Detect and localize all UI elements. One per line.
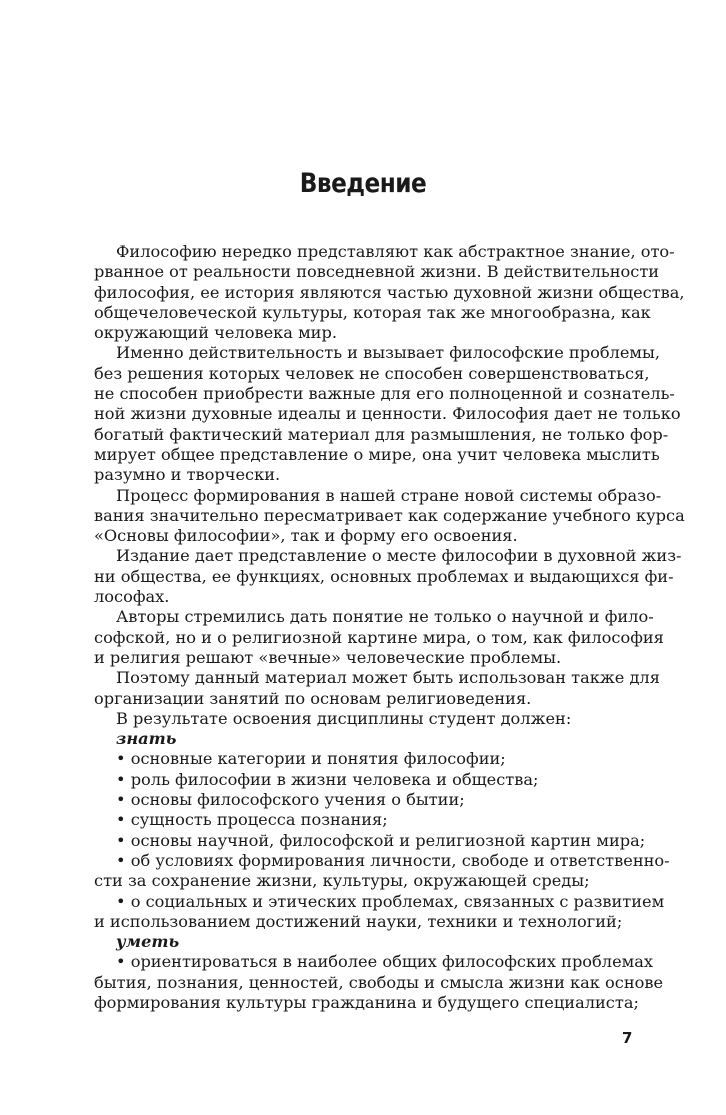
section-label-be-able: уметь xyxy=(116,932,180,952)
body-text xyxy=(94,242,685,1013)
list-item: • основы философского учения о бытии; xyxy=(116,790,465,810)
text-line: окружающий человека мир. xyxy=(94,323,337,343)
text-line: Философию нередко представляют как абстрактное знание, ото- xyxy=(116,242,675,261)
text-line: не способен приобрести важные для его полноценной и сознатель- xyxy=(94,384,675,404)
list-item-continuation: сти за сохранение жизни, культуры, окружающей среды; xyxy=(94,871,590,891)
text-line: ной жизни духовные идеалы и ценности. Философия дает не только xyxy=(94,404,681,424)
list-item: • ориентироваться в наиболее общих философских проблемах xyxy=(116,952,654,972)
text-line: разумно и творчески. xyxy=(94,465,281,485)
list-item: • о социальных и этических проблемах, связанных с развитием xyxy=(116,891,665,911)
list-item: • об условиях формирования личности, свободе и ответственно- xyxy=(116,850,670,870)
list-item-continuation: формирования культуры гражданина и будущего специалиста; xyxy=(94,992,639,1012)
text-line: лософах. xyxy=(94,587,170,607)
text-line: вания значительно пересматривает как содержание учебного курса xyxy=(94,505,685,525)
list-item-continuation: и использованием достижений науки, техники и технологий; xyxy=(94,911,623,931)
list-item-continuation: бытия, познания, ценностей, свободы и смысла жизни как основе xyxy=(94,972,664,992)
page-number: 7 xyxy=(622,1029,633,1047)
list-item: • сущность процесса познания; xyxy=(116,810,388,830)
text-line: без решения которых человек не способен совершенствоваться, xyxy=(94,363,650,383)
text-line: общечеловеческой культуры, которая так же многообразна, как xyxy=(94,302,651,322)
chapter-title: Введение xyxy=(299,168,427,199)
text-line: софской, но и о религиозной картине мира, о том, как философия xyxy=(94,627,664,647)
text-line: богатый фактический материал для размышления, не только фор- xyxy=(94,424,669,444)
text-line: Издание дает представление о месте философии в духовной жиз- xyxy=(116,546,682,566)
section-label-know: знать xyxy=(116,729,177,749)
text-line: мирует общее представление о мире, она учит человека мыслить xyxy=(94,444,660,464)
list-item: • основы научной, философской и религиозной картин мира; xyxy=(116,830,646,850)
text-line: Авторы стремились дать понятие не только о научной и фило- xyxy=(116,607,654,627)
text-line: рванное от реальности повседневной жизни. В действительности xyxy=(94,262,660,282)
text-line: ни общества, ее функциях, основных проблемах и выдающихся фи- xyxy=(94,566,674,586)
list-item: • основные категории и понятия философии; xyxy=(116,749,506,769)
text-line: В результате освоения дисциплины студент должен: xyxy=(116,708,572,728)
text-line: философия, ее история являются частью духовной жизни общества, xyxy=(94,282,685,302)
text-line: Процесс формирования в нашей стране новой системы образо- xyxy=(116,485,662,505)
text-line: Поэтому данный материал может быть использован также для xyxy=(116,668,660,688)
text-line: и религия решают «вечные» человеческие проблемы. xyxy=(94,647,562,667)
text-line: Именно действительность и вызывает философские проблемы, xyxy=(116,343,661,363)
list-item: • роль философии в жизни человека и общества; xyxy=(116,769,539,789)
text-line: «Основы философии», так и форму его освоения. xyxy=(94,526,518,546)
text-line: организации занятий по основам религиоведения. xyxy=(94,688,532,708)
